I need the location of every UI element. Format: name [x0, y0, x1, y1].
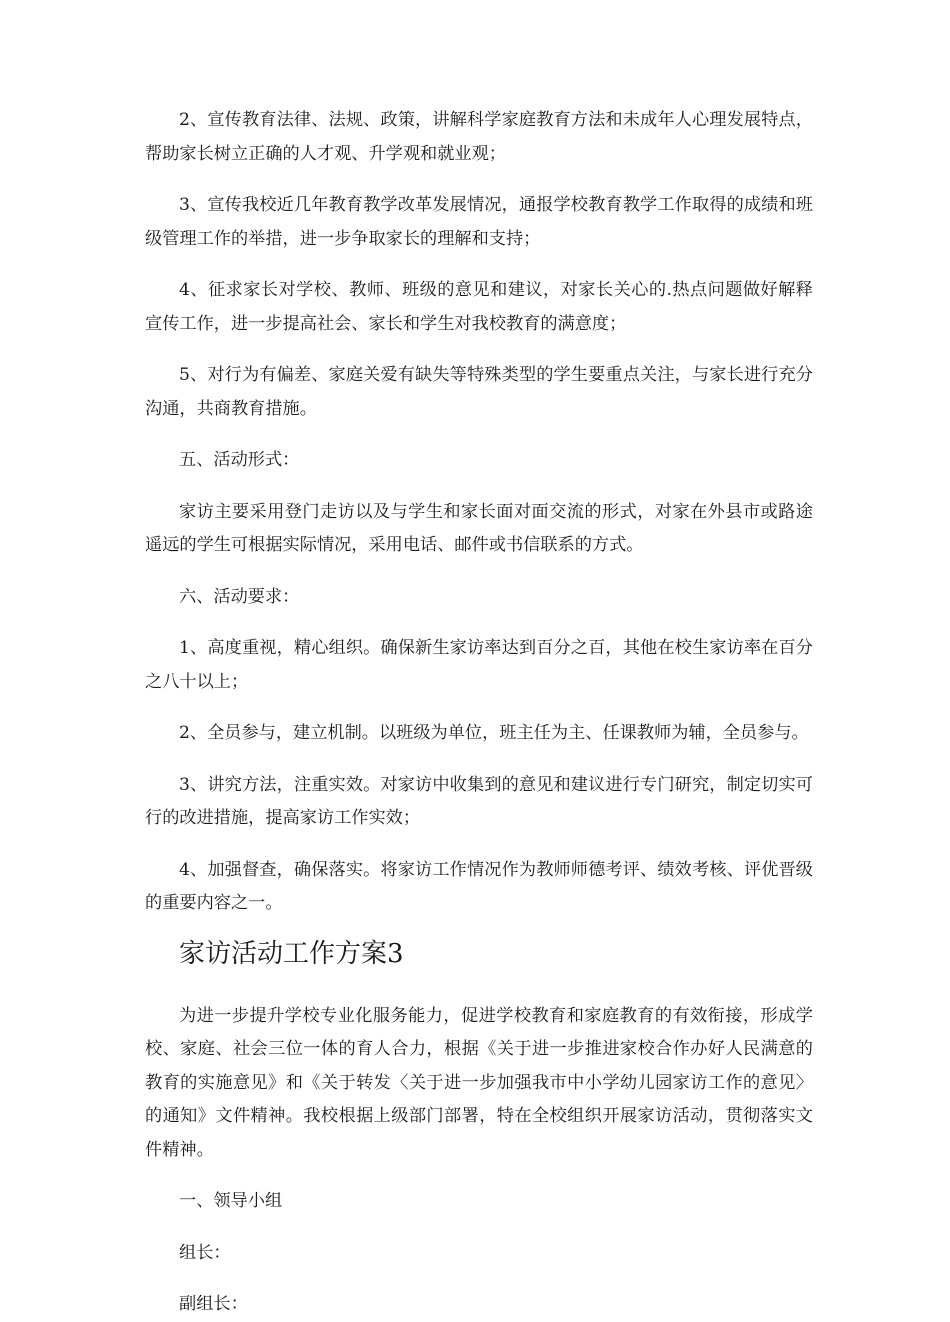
list-item: 1、高度重视，精心组织。确保新生家访率达到百分之百，其他在校生家访率在百分之八十以上； — [145, 638, 813, 692]
list-item: 3、讲究方法，注重实效。对家访中收集到的意见和建议进行专门研究，制定切实可行的改进措施，提高家访工作实效； — [145, 774, 813, 828]
paragraph: 为进一步提升学校专业化服务能力，促进学校教育和家庭教育的有效衔接，形成学校、家庭、社会三位一体的育人合力，根据《关于进一步推进家校合作办好人民满意的教育的实施意见》和《关于转发〈关于进一步加强我市中小学幼儿园家访工作的意见〉的通知》文件精神。我校根据上级部门部署，特在全校组织开展家访活动，贯彻落实文件精神。 — [145, 1005, 813, 1160]
section-heading: 六、活动要求： — [179, 586, 300, 607]
list-item: 5、对行为有偏差、家庭关爱有缺失等特殊类型的学生要重点关注，与家长进行充分沟通，共商教育措施。 — [145, 365, 813, 419]
document-title: 家访活动工作方案3 — [179, 938, 404, 969]
list-item: 4、征求家长对学校、教师、班级的意见和建议，对家长关心的.热点问题做好解释宣传工作，进一步提高社会、家长和学生对我校教育的满意度； — [145, 280, 813, 334]
paragraph: 家访主要采用登门走访以及与学生和家长面对面交流的形式，对家在外县市或路途遥远的学生可根据实际情况，采用电话、邮件或书信联系的方式。 — [145, 501, 813, 555]
list-item: 4、加强督查，确保落实。将家访工作情况作为教师师德考评、绩效考核、评优晋级的重要内容之一。 — [145, 859, 813, 913]
list-item: 3、宣传我校近几年教育教学改革发展情况，通报学校教育教学工作取得的成绩和班级管理工作的举措，进一步争取家长的理解和支持； — [145, 195, 813, 249]
section-heading: 一、领导小组 — [179, 1191, 283, 1211]
section-heading: 五、活动形式： — [179, 450, 300, 470]
document-page — [145, 104, 813, 1322]
list-item: 2、宣传教育法律、法规、政策，讲解科学家庭教育方法和未成年人心理发展特点，帮助家长树立正确的人才观、升学观和就业观； — [145, 110, 813, 164]
field-label: 组长： — [179, 1242, 231, 1263]
field-label: 副组长： — [179, 1294, 248, 1314]
list-item: 2、全员参与，建立机制。以班级为单位，班主任为主、任课教师为辅，全员参与。 — [179, 723, 809, 743]
